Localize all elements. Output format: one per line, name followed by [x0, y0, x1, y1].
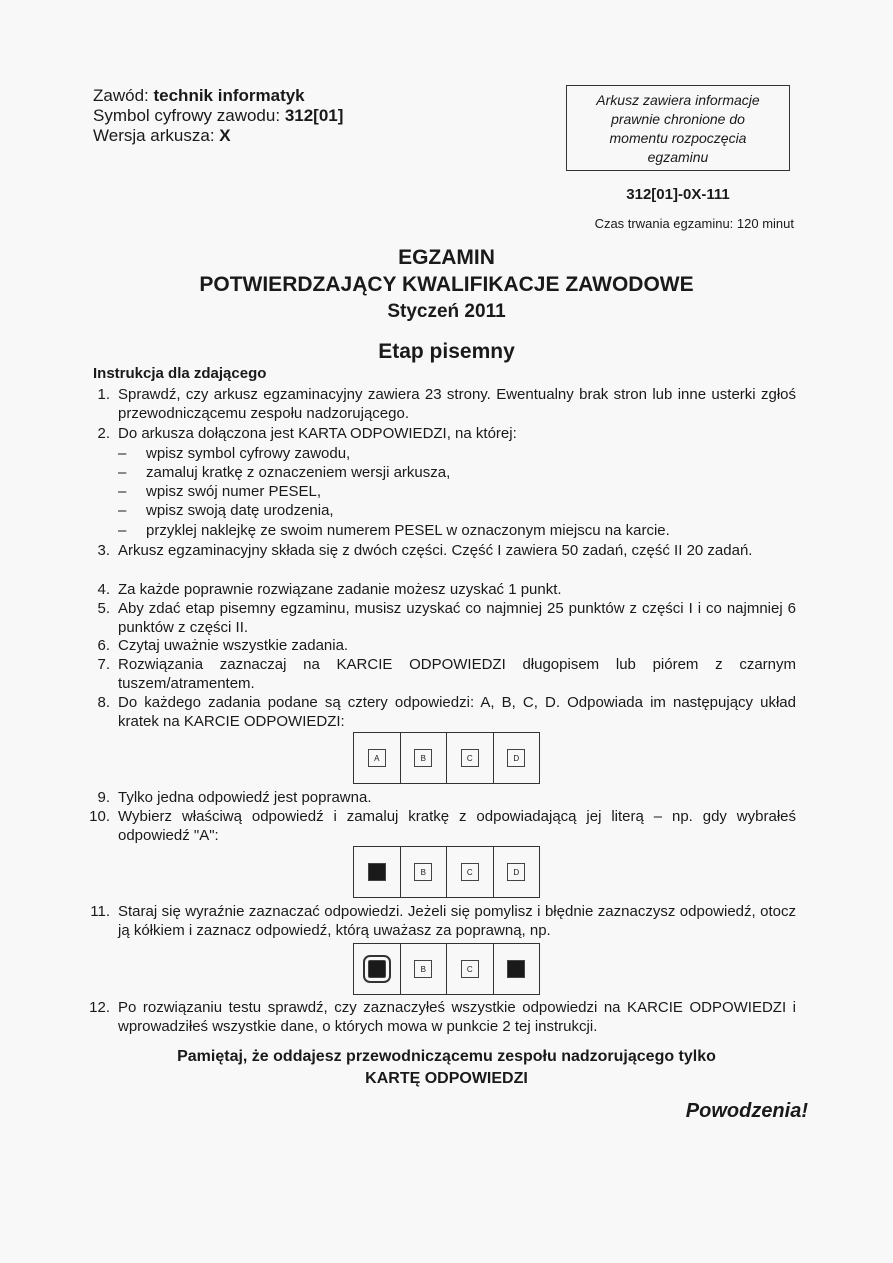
- instruction-item-2: [83, 424, 796, 443]
- title-qualification: POTWIERDZAJĄCY KWALIFIKACJE ZAWODOWE: [199, 273, 694, 296]
- instruction-item-1: [83, 385, 796, 423]
- legal-notice-box: [566, 85, 790, 171]
- closing-reminder-line-2: KARTĘ ODPOWIEDZI: [365, 1070, 528, 1087]
- version-value: X: [219, 126, 231, 145]
- item-text: Arkusz egzaminacyjny składa się z dwóch części. Część I zawiera 50 zadań, część II 20 zadań.: [118, 542, 753, 559]
- answer-cell: [401, 944, 448, 994]
- option-d-filled-box: [507, 960, 525, 978]
- item-number: 4.: [97, 581, 110, 598]
- item-text: Do arkusza dołączona jest KARTA ODPOWIEDZI, na której:: [118, 425, 517, 442]
- instructions-heading: Instrukcja dla zdającego: [93, 365, 267, 382]
- profession-label: Zawód:: [93, 86, 149, 105]
- item-number: 12.: [89, 999, 110, 1016]
- symbol-value: 312[01]: [284, 106, 344, 125]
- item-number: 9.: [97, 789, 110, 806]
- answer-cell: [447, 944, 494, 994]
- answer-grid-example-empty: [353, 732, 540, 784]
- item-text: Do każdego zadania podane są cztery odpowiedzi: A, B, C, D. Odpowiada im następujący układ kratek na KARCIE ODPOWIEDZI:: [118, 694, 796, 730]
- answer-cell: [494, 944, 540, 994]
- item-text: Sprawdź, czy arkusz egzaminacyjny zawiera 23 strony. Ewentualny brak stron lub inne usterki zgłoś przewodniczącemu zespołu nadzorującego.: [118, 386, 796, 422]
- option-d-box: D: [507, 863, 525, 881]
- answer-cell: [354, 733, 401, 783]
- item-number: 8.: [97, 694, 110, 711]
- exam-code: 312[01]-0X-111: [626, 186, 730, 203]
- item-number: 1.: [97, 386, 110, 403]
- closing-reminder-line-1: Pamiętaj, że oddajesz przewodniczącemu zespołu nadzorującego tylko: [177, 1048, 716, 1065]
- version-label: Wersja arkusza:: [93, 126, 215, 145]
- answer-cell: [447, 733, 494, 783]
- sub-item: – zamaluj kratkę z oznaczeniem wersji arkusza,: [118, 464, 451, 481]
- sub-item-text: przyklej naklejkę ze swoim numerem PESEL w oznaczonym miejscu na karcie.: [146, 522, 670, 539]
- instruction-item-6: [83, 636, 796, 655]
- exam-duration: Czas trwania egzaminu: 120 minut: [594, 216, 794, 231]
- sub-item-text: wpisz symbol cyfrowy zawodu,: [146, 445, 351, 462]
- option-b-box: B: [414, 960, 432, 978]
- answer-grid-example-filled: [353, 846, 540, 898]
- profession-line: [93, 86, 343, 106]
- instruction-item-11: [83, 902, 796, 940]
- option-b-box: B: [414, 749, 432, 767]
- option-c-box: C: [461, 960, 479, 978]
- instruction-item-7: [83, 655, 796, 693]
- title-date: Styczeń 2011: [387, 301, 506, 322]
- notice-line: prawnie chronione do: [611, 111, 745, 127]
- answer-cell: [494, 847, 540, 897]
- notice-line: egzaminu: [647, 149, 709, 165]
- option-b-box: B: [414, 863, 432, 881]
- exam-header-info: [93, 86, 343, 146]
- item-number: 7.: [97, 656, 110, 673]
- item-text: Tylko jedna odpowiedź jest poprawna.: [118, 789, 372, 806]
- instruction-item-12: [83, 998, 796, 1036]
- profession-value: technik informatyk: [153, 86, 305, 105]
- item-text: Staraj się wyraźnie zaznaczać odpowiedzi. Jeżeli się pomylisz i błędnie zaznaczysz odpowiedź, otocz ją kółkiem i zaznacz odpowiedź, którą uważasz za poprawną, np.: [118, 903, 796, 939]
- good-luck-text: Powodzenia!: [685, 1100, 808, 1122]
- item-number: 2.: [97, 425, 110, 442]
- instruction-item-9: [83, 788, 796, 807]
- notice-line: momentu rozpoczęcia: [609, 130, 747, 146]
- answer-grid-example-corrected: [353, 943, 540, 995]
- sub-item-text: wpisz swoją datę urodzenia,: [146, 502, 334, 519]
- answer-cell: [401, 733, 448, 783]
- instruction-item-3: [83, 541, 796, 560]
- item-text: Aby zdać etap pisemny egzaminu, musisz uzyskać co najmniej 25 punktów z części I i co najmniej 6 punktów z części II.: [118, 600, 796, 636]
- answer-cell: [494, 733, 540, 783]
- sub-item-text: zamaluj kratkę z oznaczeniem wersji arkusza,: [146, 464, 451, 481]
- option-a-box: A: [368, 749, 386, 767]
- instruction-item-8: [83, 693, 796, 731]
- item-text: Za każde poprawnie rozwiązane zadanie możesz uzyskać 1 punkt.: [118, 581, 562, 598]
- item-text: Po rozwiązaniu testu sprawdź, czy zaznaczyłeś wszystkie odpowiedzi na KARCIE ODPOWIEDZI i wprowadziłeś wszystkie dane, o których mowa w punkcie 2 tej instrukcji.: [118, 999, 796, 1035]
- item-number: 6.: [97, 637, 110, 654]
- option-a-circled-box: [368, 960, 386, 978]
- answer-cell: [447, 847, 494, 897]
- instruction-item-10: [83, 807, 796, 845]
- option-d-box: D: [507, 749, 525, 767]
- notice-line: Arkusz zawiera informacje: [596, 92, 760, 108]
- sub-item: – wpisz symbol cyfrowy zawodu,: [118, 445, 351, 462]
- version-line: [93, 126, 343, 146]
- symbol-label: Symbol cyfrowy zawodu:: [93, 106, 281, 125]
- item-text: Wybierz właściwą odpowiedź i zamaluj kratkę z odpowiadającą jej literą – np. gdy wybrałeś odpowiedź "A":: [118, 808, 796, 844]
- sub-item: – wpisz swoją datę urodzenia,: [118, 502, 334, 519]
- option-c-box: C: [461, 863, 479, 881]
- item-number: 3.: [97, 542, 110, 559]
- answer-cell: [354, 847, 401, 897]
- item-text: Rozwiązania zaznaczaj na KARCIE ODPOWIEDZI długopisem lub piórem z czarnym tuszem/atramentem.: [118, 656, 796, 692]
- option-c-box: C: [461, 749, 479, 767]
- symbol-line: [93, 106, 343, 126]
- answer-cell: [354, 944, 401, 994]
- instruction-item-4: [83, 580, 796, 599]
- title-stage: Etap pisemny: [378, 340, 515, 363]
- option-a-filled-box: [368, 863, 386, 881]
- answer-cell: [401, 847, 448, 897]
- item-number: 11.: [90, 903, 110, 920]
- sub-item: – wpisz swój numer PESEL,: [118, 483, 322, 500]
- sub-item-text: wpisz swój numer PESEL,: [146, 483, 322, 500]
- title-exam: EGZAMIN: [398, 246, 495, 269]
- item-text: Czytaj uważnie wszystkie zadania.: [118, 637, 349, 654]
- instruction-item-5: [83, 599, 796, 637]
- item-number: 10.: [89, 808, 110, 825]
- sub-item: – przyklej naklejkę ze swoim numerem PESEL w oznaczonym miejscu na karcie.: [118, 522, 670, 539]
- item-number: 5.: [97, 600, 110, 617]
